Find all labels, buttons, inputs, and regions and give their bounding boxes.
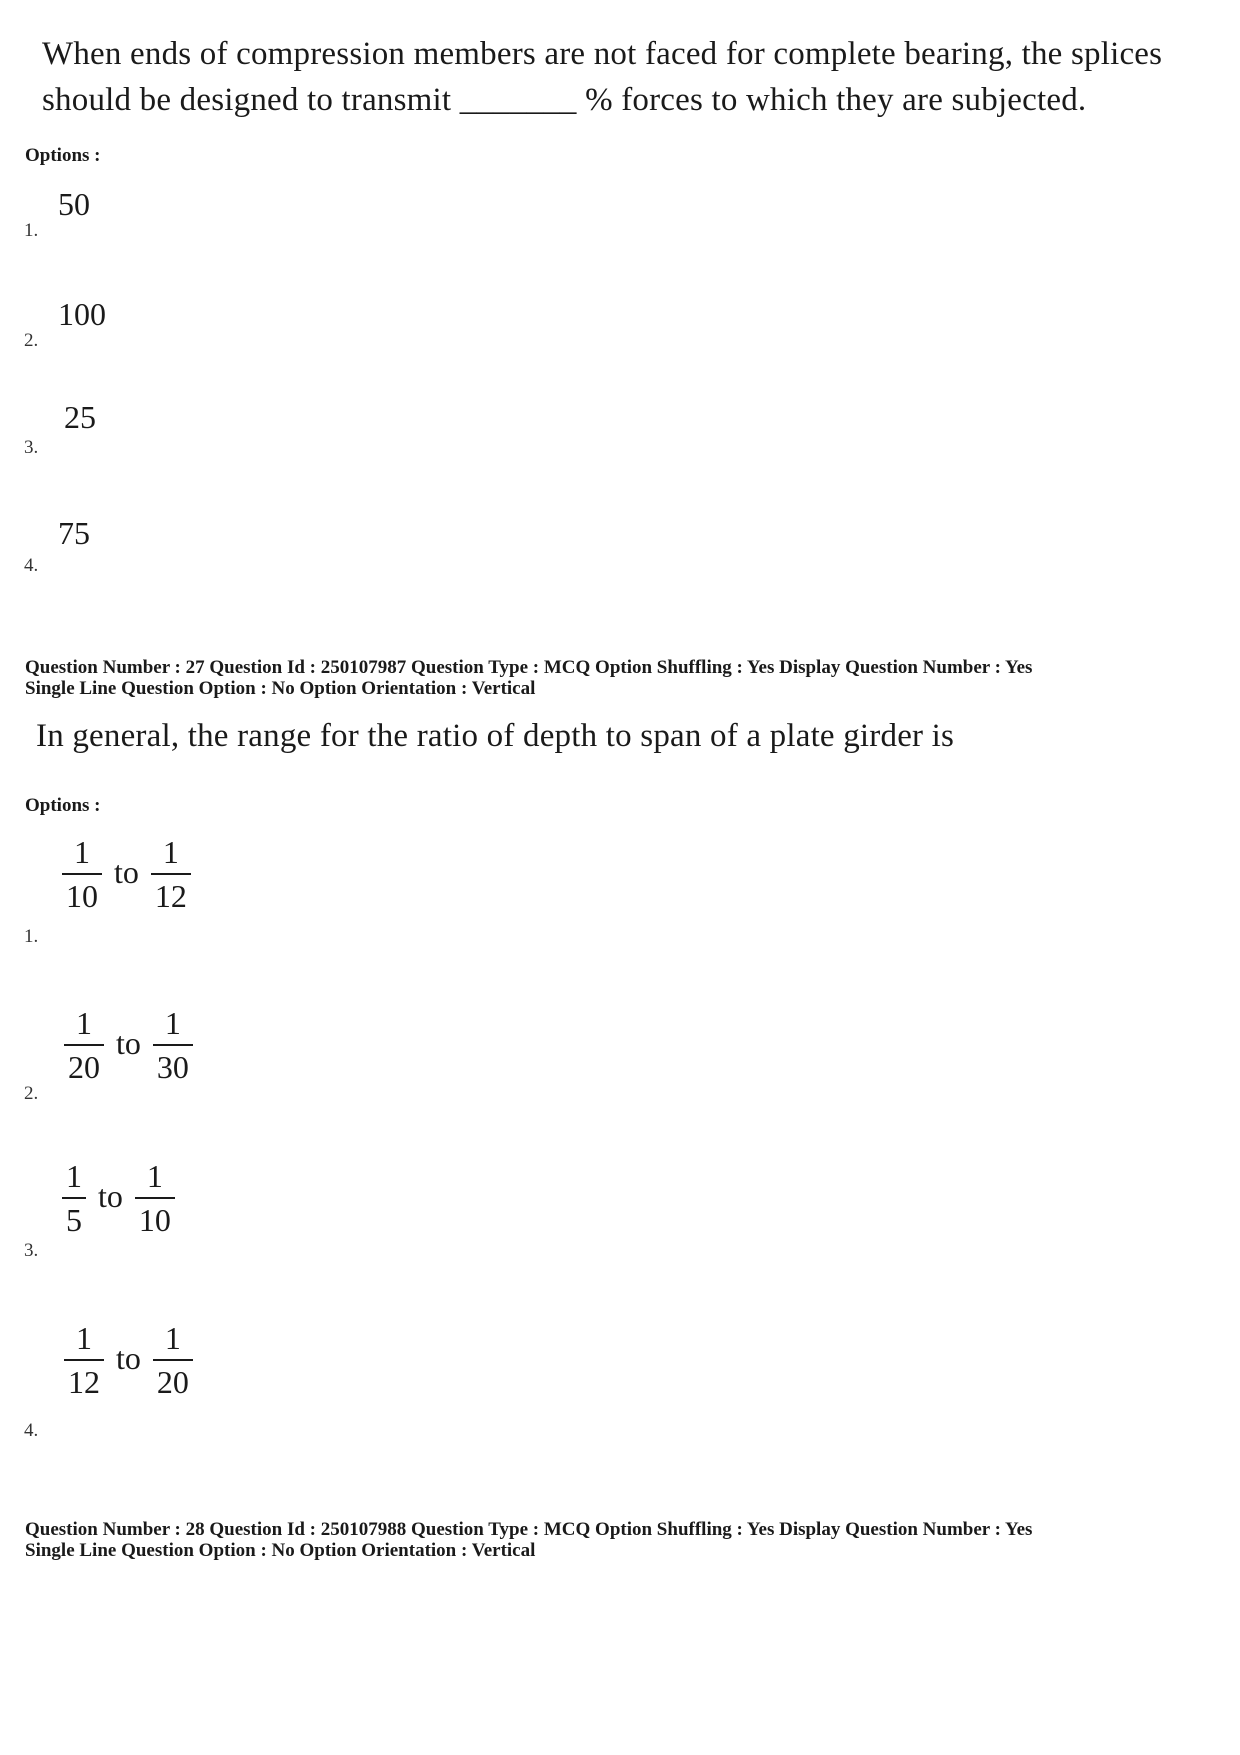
options-label: Options :: [25, 145, 101, 166]
option-value: 50: [58, 186, 90, 222]
question-meta-line-1: Question Number : 27 Question Id : 250107987 Question Type : MCQ Option Shuffling : Yes Display Question Number : Yes: [25, 657, 1033, 678]
option-value: 100: [58, 296, 106, 332]
option-fraction-range: [64, 1320, 193, 1400]
fraction: [64, 1320, 104, 1400]
fraction-bar: [64, 1044, 104, 1046]
option-fraction-range: [62, 1158, 175, 1238]
option-number: 2.: [24, 1083, 39, 1104]
option-number: 1.: [24, 220, 39, 241]
question-text-line-1: When ends of compression members are not faced for complete bearing, the splices: [42, 36, 1163, 72]
option-number: 4.: [24, 1420, 39, 1441]
fraction-bar: [62, 1197, 86, 1199]
denominator: 20: [68, 1049, 100, 1085]
option-value: 25: [64, 399, 96, 435]
fraction-bar: [62, 873, 102, 875]
question-text-line-2: should be designed to transmit _______ % forces to which they are subjected.: [42, 82, 1087, 118]
numerator: 1: [146, 1158, 163, 1194]
numerator: 1: [162, 834, 179, 870]
option-number: 4.: [24, 555, 39, 576]
option-number: 3.: [24, 437, 39, 458]
to-word: to: [98, 1177, 123, 1214]
question-meta-line-2: Single Line Question Option : No Option Orientation : Vertical: [25, 678, 536, 699]
fraction: [62, 1158, 86, 1238]
fraction-bar: [153, 1359, 193, 1361]
option-number: 1.: [24, 926, 39, 947]
denominator: 12: [68, 1364, 100, 1400]
fraction: [151, 834, 191, 914]
numerator: 1: [164, 1005, 181, 1041]
option-fraction-range: [62, 834, 191, 914]
question-meta-line-1: Question Number : 28 Question Id : 250107988 Question Type : MCQ Option Shuffling : Yes Display Question Number : Yes: [25, 1519, 1033, 1540]
to-word: to: [116, 1024, 141, 1061]
fraction-bar: [135, 1197, 175, 1199]
option-number: 2.: [24, 330, 39, 351]
question-meta-line-2: Single Line Question Option : No Option Orientation : Vertical: [25, 1540, 536, 1561]
fraction-bar: [64, 1359, 104, 1361]
denominator: 10: [138, 1202, 171, 1238]
fraction: [153, 1005, 193, 1085]
fraction: [153, 1320, 193, 1400]
option-value: 75: [58, 515, 90, 551]
numerator: 1: [164, 1320, 181, 1356]
to-word: to: [114, 853, 139, 890]
fraction: [64, 1005, 104, 1085]
numerator: 1: [76, 1005, 92, 1041]
options-label: Options :: [25, 795, 101, 816]
numerator: 1: [76, 1320, 92, 1356]
fraction-bar: [153, 1044, 193, 1046]
to-word: to: [116, 1339, 141, 1376]
numerator: 1: [74, 834, 90, 870]
denominator: 10: [66, 878, 98, 914]
denominator: 12: [154, 878, 187, 914]
option-number: 3.: [24, 1240, 39, 1261]
denominator: 30: [156, 1049, 189, 1085]
denominator: 20: [156, 1364, 189, 1400]
fraction: [135, 1158, 175, 1238]
fraction: [62, 834, 102, 914]
denominator: 5: [66, 1202, 82, 1238]
fraction-bar: [151, 873, 191, 875]
option-fraction-range: [64, 1005, 193, 1085]
question-text: In general, the range for the ratio of depth to span of a plate girder is: [36, 718, 955, 754]
numerator: 1: [66, 1158, 82, 1194]
